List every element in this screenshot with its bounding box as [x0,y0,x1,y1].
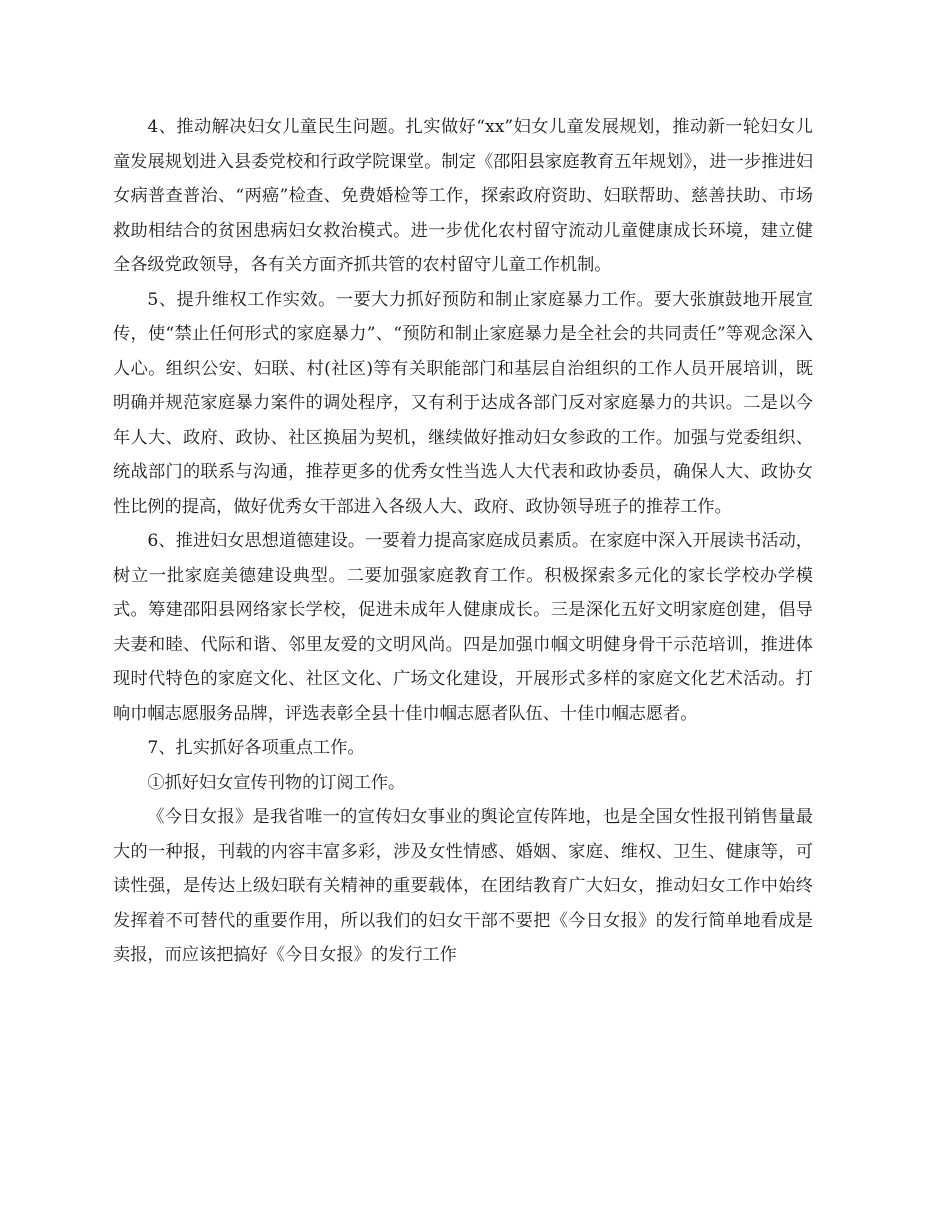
paragraph-item-6: 6、推进妇女思想道德建设。一要着力提高家庭成员素质。在家庭中深入开展读书活动，树立一批家庭美德建设典型。二要加强家庭教育工作。积极探索多元化的家长学校办学模式。筹建邵阳县网络家长学校，促进未成年人健康成长。三是深化五好文明家庭创建，倡导夫妻和睦、代际和谐、邻里友爱的文明风尚。四是加强巾帼文明健身骨干示范培训，推进体现时代特色的家庭文化、社区文化、广场文化建设，开展形式多样的家庭文化艺术活动。打响巾帼志愿服务品牌，评选表彰全县十佳巾帼志愿者队伍、十佳巾帼志愿者。 [113,531,813,724]
paragraph-item-7: 7、扎实抓好各项重点工作。 [147,738,365,758]
paragraph-subitem-1: ①抓好妇女宣传刊物的订阅工作。 [147,772,406,793]
paragraph-newspaper: 《今日女报》是我省唯一的宣传妇女事业的舆论宣传阵地，也是全国女性报刊销售量最大的一种报，刊载的内容丰富多彩，涉及女性情感、婚姻、家庭、维权、卫生、健康等，可读性强，是传达上级妇联有关精神的重要载体，在团结教育广大妇女，推动妇女工作中始终发挥着不可替代的重要作用，所以我们的妇女干部不要把《今日女报》的发行简单地看成是卖报，而应该把搞好《今日女报》的发行工作 [113,807,813,965]
paragraph-item-4: 4、推动解决妇女儿童民生问题。扎实做好“xx”妇女儿童发展规划，推动新一轮妇女儿童发展规划进入县委党校和行政学院课堂。制定《邵阳县家庭教育五年规划》，进一步推进妇女病普查普治、“两癌”检查、免费婚检等工作，探索政府资助、妇联帮助、慈善扶助、市场救助相结合的贫困患病妇女救治模式。进一步优化农村留守流动儿童健康成长环境，建立健全各级党政领导，各有关方面齐抓共管的农村留守儿童工作机制。 [113,117,813,275]
paragraph-item-5: 5、提升维权工作实效。一要大力抓好预防和制止家庭暴力工作。要大张旗鼓地开展宣传，使“禁止任何形式的家庭暴力”、“预防和制止家庭暴力是全社会的共同责任”等观念深入人心。组织公安、妇联、村(社区)等有关职能部门和基层自治组织的工作人员开展培训，既明确并规范家庭暴力案件的调处程序，又有利于达成各部门反对家庭暴力的共识。二是以今年人大、政府、政协、社区换届为契机，继续做好推动妇女参政的工作。加强与党委组织、统战部门的联系与沟通，推荐更多的优秀女性当选人大代表和政协委员，确保人大、政协女性比例的提高，做好优秀女干部进入各级人大、政府、政协领导班子的推荐工作。 [113,289,813,517]
document-body [113,110,813,973]
